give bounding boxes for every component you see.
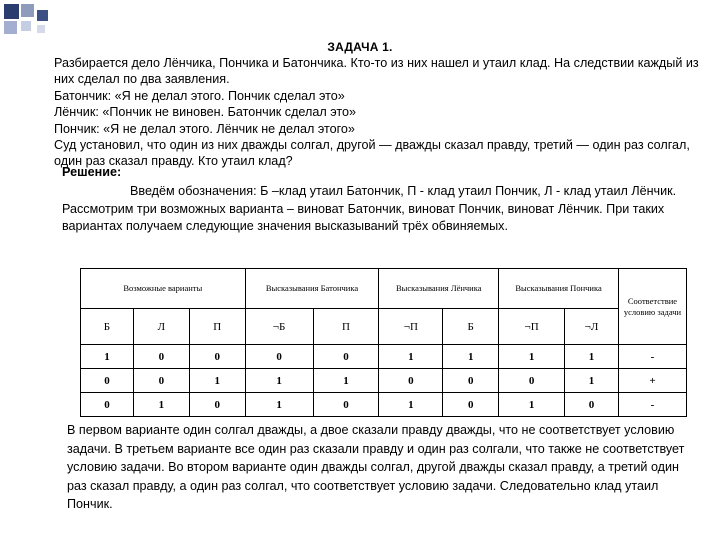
table-cell: 0: [379, 369, 443, 393]
deco-square: [21, 21, 31, 31]
deco-square: [4, 21, 17, 34]
table-cell: 0: [133, 369, 189, 393]
table-column-row: [81, 309, 687, 345]
table-cell: +: [618, 369, 686, 393]
truth-table: [80, 268, 687, 417]
table-cell: 1: [499, 345, 565, 369]
table-cell: 1: [379, 393, 443, 417]
table-cell: 1: [379, 345, 443, 369]
problem-line: Батончик: «Я не делал этого. Пончик сделал это»: [54, 88, 345, 103]
table-cell: -: [618, 393, 686, 417]
column-header: ¬Л: [565, 309, 619, 345]
table-cell: 1: [245, 393, 313, 417]
column-header: ¬П: [379, 309, 443, 345]
deco-square: [4, 4, 19, 19]
table-cell: 0: [443, 369, 499, 393]
table-cell: 0: [245, 345, 313, 369]
table-cell: 1: [189, 369, 245, 393]
column-header: ¬Б: [245, 309, 313, 345]
table-cell: 0: [313, 345, 379, 369]
header-ponchik: Высказывания Пончика: [499, 269, 619, 309]
column-header: Б: [443, 309, 499, 345]
table-cell: 0: [189, 345, 245, 369]
solution-paragraph: Введём обозначения: Б –клад утаил Батончик, П - клад утаил Пончик, Л - клад утаил Лёнчик. Рассмотрим три возможных варианта – виноват Батончик, виноват Пончик, виноват Лёнчик. При таких вариантах получаем следующие значения высказываний трёх обвиняемых.: [62, 184, 677, 233]
table-row: [81, 345, 687, 369]
table-cell: 0: [81, 369, 134, 393]
table-cell: 0: [133, 345, 189, 369]
table-cell: 0: [565, 393, 619, 417]
header-variants: Возможные варианты: [81, 269, 246, 309]
column-header: ¬П: [499, 309, 565, 345]
column-header: Л: [133, 309, 189, 345]
header-baton: Высказывания Батончика: [245, 269, 379, 309]
problem-line: Суд установил, что один из них дважды солгал, другой — дважды сказал правду, третий — один раз солгал, один раз сказал правду. Кто утаил клад?: [54, 138, 690, 169]
problem-line: Лёнчик: «Пончик не виновен. Батончик сделал это»: [54, 105, 356, 120]
page-title: ЗАДАЧА 1.: [327, 40, 393, 54]
problem-line: Разбирается дело Лёнчика, Пончика и Батончика. Кто-то из них нашел и утаил клад. На следствии каждый из них сделал по два заявления.: [54, 56, 699, 87]
table-cell: 1: [133, 393, 189, 417]
problem-statement: [54, 55, 704, 170]
table-cell: 1: [565, 345, 619, 369]
deco-square: [37, 25, 45, 33]
table-row: [81, 393, 687, 417]
deco-square: [21, 4, 34, 17]
header-match: Соответствие условию задачи: [618, 269, 686, 345]
column-header: П: [189, 309, 245, 345]
table-cell: -: [618, 345, 686, 369]
table-cell: 1: [499, 393, 565, 417]
table-cell: 0: [313, 393, 379, 417]
solution-heading: Решение:: [62, 165, 122, 179]
problem-line: Пончик: «Я не делал этого. Лёнчик не делал этого»: [54, 121, 355, 136]
table-cell: 0: [499, 369, 565, 393]
table-cell: 0: [189, 393, 245, 417]
table-cell: 1: [245, 369, 313, 393]
solution-text: [62, 183, 682, 236]
table-header-row: [81, 269, 687, 309]
table-cell: 1: [443, 345, 499, 369]
table-cell: 0: [443, 393, 499, 417]
header-lyonchik: Высказывания Лёнчика: [379, 269, 499, 309]
conclusion-text: В первом варианте один солгал дважды, а двое сказали правду дважды, что не соответствует условию задачи. В третьем варианте все один раз сказали правду и один раз солгали, что также не соответствует условию задачи. Во втором варианте один дважды солгал, другой дважды сказал правду, а третий один раз сказал правду, а один раз солгал, что соответствует условию задачи. Следовательно клад утаил Пончик.: [67, 423, 685, 511]
table-cell: 1: [81, 345, 134, 369]
table-cell: 0: [81, 393, 134, 417]
column-header: П: [313, 309, 379, 345]
table-row: [81, 369, 687, 393]
column-header: Б: [81, 309, 134, 345]
table-cell: 1: [565, 369, 619, 393]
deco-square: [37, 10, 48, 21]
table-cell: 1: [313, 369, 379, 393]
